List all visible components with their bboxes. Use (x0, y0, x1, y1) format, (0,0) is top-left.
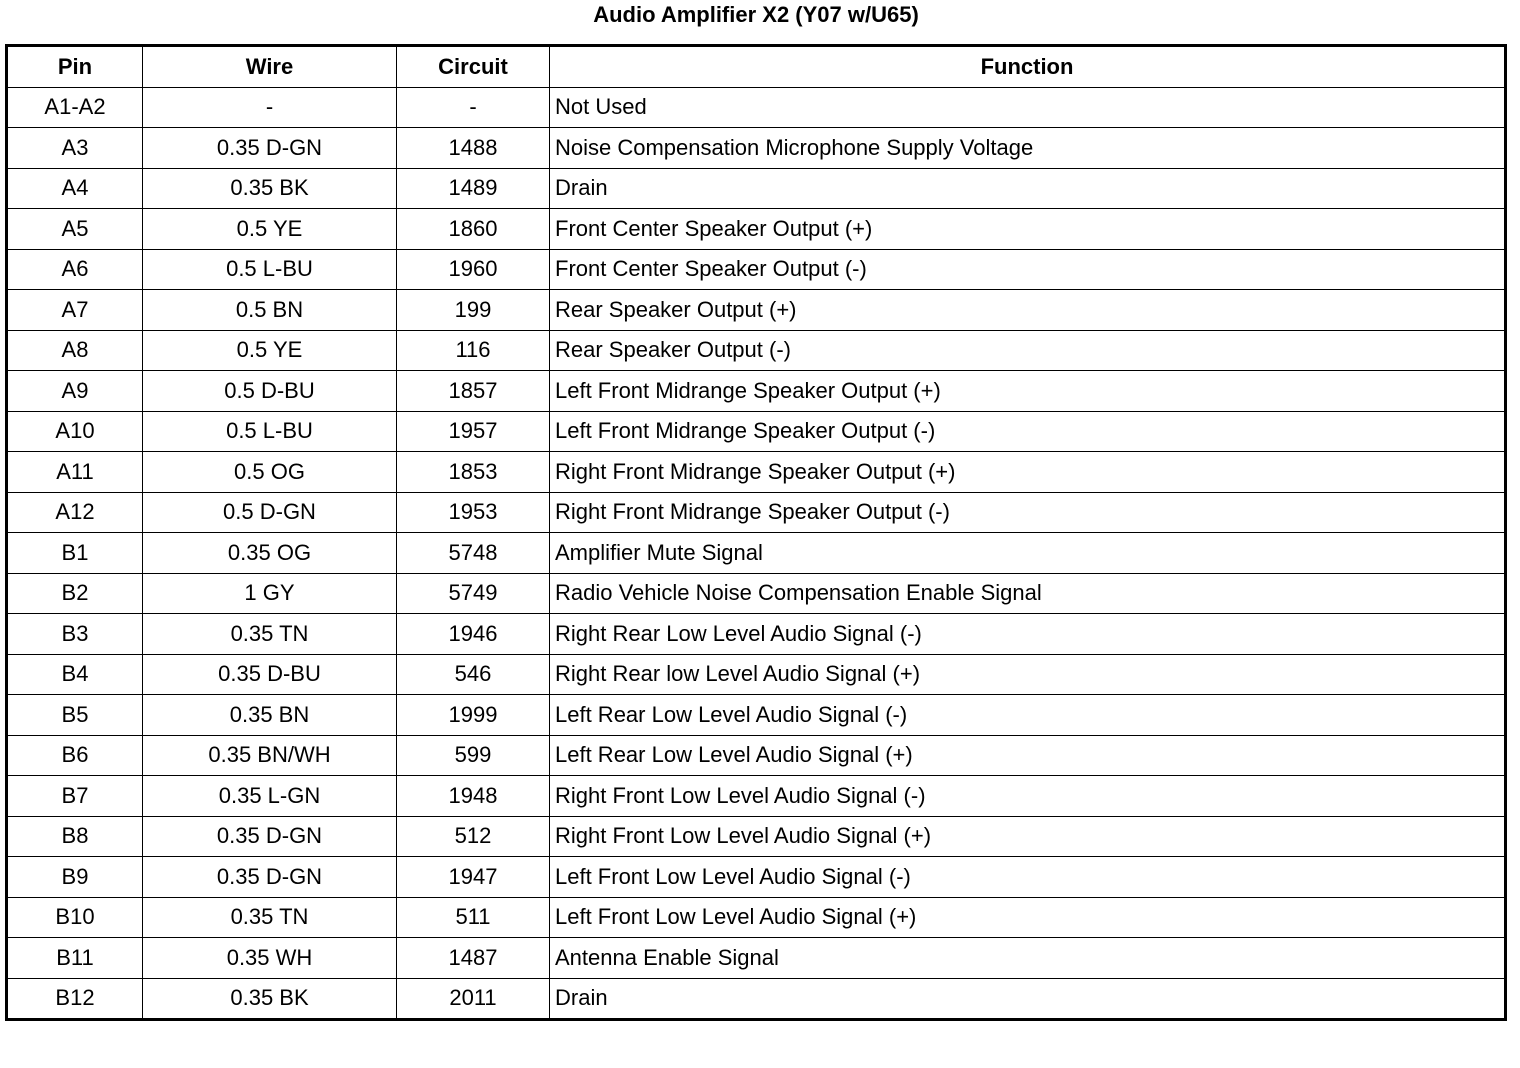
cell-circuit: 5748 (397, 533, 550, 574)
cell-wire: 0.5 OG (143, 452, 397, 493)
table-row (7, 816, 1506, 857)
cell-circuit: 1953 (397, 492, 550, 533)
header-function: Function (550, 46, 1506, 88)
cell-wire: - (143, 87, 397, 128)
cell-function: Front Center Speaker Output (-) (550, 249, 1506, 290)
cell-circuit: 1947 (397, 857, 550, 898)
cell-pin: A1-A2 (7, 87, 143, 128)
header-row (7, 46, 1506, 88)
cell-wire: 0.35 OG (143, 533, 397, 574)
table-row (7, 735, 1506, 776)
table-row (7, 897, 1506, 938)
cell-pin: B4 (7, 654, 143, 695)
pinout-table (5, 44, 1507, 1021)
cell-pin: A11 (7, 452, 143, 493)
table-row (7, 330, 1506, 371)
cell-wire: 0.35 D-BU (143, 654, 397, 695)
table-row (7, 87, 1506, 128)
cell-pin: B5 (7, 695, 143, 736)
cell-pin: B9 (7, 857, 143, 898)
table-row (7, 371, 1506, 412)
cell-circuit: 1948 (397, 776, 550, 817)
table-row (7, 290, 1506, 331)
table-row (7, 128, 1506, 169)
cell-circuit: 1488 (397, 128, 550, 169)
cell-function: Amplifier Mute Signal (550, 533, 1506, 574)
cell-function: Right Rear low Level Audio Signal (+) (550, 654, 1506, 695)
cell-function: Left Front Midrange Speaker Output (-) (550, 411, 1506, 452)
table-row (7, 209, 1506, 250)
cell-pin: B6 (7, 735, 143, 776)
table-row (7, 654, 1506, 695)
cell-circuit: 546 (397, 654, 550, 695)
table-row (7, 452, 1506, 493)
table-row (7, 776, 1506, 817)
cell-function: Left Front Low Level Audio Signal (+) (550, 897, 1506, 938)
cell-pin: A6 (7, 249, 143, 290)
cell-pin: B1 (7, 533, 143, 574)
cell-wire: 0.35 WH (143, 938, 397, 979)
cell-wire: 0.5 D-BU (143, 371, 397, 412)
table-row (7, 249, 1506, 290)
cell-wire: 0.35 D-GN (143, 816, 397, 857)
cell-wire: 0.35 BK (143, 168, 397, 209)
table-body (7, 87, 1506, 1020)
table-row (7, 938, 1506, 979)
cell-function: Drain (550, 168, 1506, 209)
cell-wire: 0.5 L-BU (143, 249, 397, 290)
table-row (7, 614, 1506, 655)
cell-pin: B2 (7, 573, 143, 614)
cell-circuit: 1999 (397, 695, 550, 736)
document-title: Audio Amplifier X2 (Y07 w/U65) (593, 2, 919, 27)
cell-circuit: 2011 (397, 978, 550, 1020)
table-header (7, 46, 1506, 88)
cell-function: Left Front Midrange Speaker Output (+) (550, 371, 1506, 412)
table-row (7, 492, 1506, 533)
cell-function: Rear Speaker Output (+) (550, 290, 1506, 331)
cell-function: Right Rear Low Level Audio Signal (-) (550, 614, 1506, 655)
table-row (7, 695, 1506, 736)
cell-function: Radio Vehicle Noise Compensation Enable Signal (550, 573, 1506, 614)
cell-function: Left Front Low Level Audio Signal (-) (550, 857, 1506, 898)
table-row (7, 533, 1506, 574)
table-row (7, 168, 1506, 209)
cell-pin: B8 (7, 816, 143, 857)
cell-circuit: 199 (397, 290, 550, 331)
cell-pin: B12 (7, 978, 143, 1020)
cell-wire: 0.35 TN (143, 614, 397, 655)
cell-pin: A3 (7, 128, 143, 169)
cell-pin: B7 (7, 776, 143, 817)
cell-circuit: 1860 (397, 209, 550, 250)
cell-function: Rear Speaker Output (-) (550, 330, 1506, 371)
cell-circuit: 599 (397, 735, 550, 776)
cell-pin: A10 (7, 411, 143, 452)
cell-circuit: 1487 (397, 938, 550, 979)
cell-circuit: 5749 (397, 573, 550, 614)
cell-function: Right Front Low Level Audio Signal (-) (550, 776, 1506, 817)
cell-pin: A7 (7, 290, 143, 331)
cell-wire: 0.35 BK (143, 978, 397, 1020)
cell-circuit: 512 (397, 816, 550, 857)
table-row (7, 857, 1506, 898)
cell-pin: B10 (7, 897, 143, 938)
cell-wire: 1 GY (143, 573, 397, 614)
cell-circuit: 1853 (397, 452, 550, 493)
header-wire: Wire (143, 46, 397, 88)
cell-function: Noise Compensation Microphone Supply Voltage (550, 128, 1506, 169)
cell-circuit: - (397, 87, 550, 128)
header-pin: Pin (7, 46, 143, 88)
cell-function: Right Front Low Level Audio Signal (+) (550, 816, 1506, 857)
cell-pin: B3 (7, 614, 143, 655)
cell-wire: 0.35 L-GN (143, 776, 397, 817)
cell-function: Left Rear Low Level Audio Signal (+) (550, 735, 1506, 776)
cell-function: Right Front Midrange Speaker Output (+) (550, 452, 1506, 493)
cell-circuit: 1857 (397, 371, 550, 412)
cell-function: Front Center Speaker Output (+) (550, 209, 1506, 250)
cell-circuit: 511 (397, 897, 550, 938)
cell-wire: 0.35 BN (143, 695, 397, 736)
cell-function: Drain (550, 978, 1506, 1020)
cell-pin: A8 (7, 330, 143, 371)
cell-wire: 0.35 D-GN (143, 857, 397, 898)
cell-pin: A4 (7, 168, 143, 209)
cell-pin: A9 (7, 371, 143, 412)
cell-circuit: 1960 (397, 249, 550, 290)
cell-circuit: 1489 (397, 168, 550, 209)
cell-circuit: 1946 (397, 614, 550, 655)
cell-wire: 0.35 BN/WH (143, 735, 397, 776)
cell-pin: A5 (7, 209, 143, 250)
cell-circuit: 1957 (397, 411, 550, 452)
table-row (7, 411, 1506, 452)
cell-wire: 0.5 BN (143, 290, 397, 331)
table-row (7, 573, 1506, 614)
table-row (7, 978, 1506, 1020)
cell-function: Not Used (550, 87, 1506, 128)
cell-function: Antenna Enable Signal (550, 938, 1506, 979)
cell-wire: 0.5 L-BU (143, 411, 397, 452)
cell-pin: A12 (7, 492, 143, 533)
cell-wire: 0.5 YE (143, 209, 397, 250)
cell-wire: 0.5 D-GN (143, 492, 397, 533)
header-circuit: Circuit (397, 46, 550, 88)
cell-pin: B11 (7, 938, 143, 979)
cell-wire: 0.5 YE (143, 330, 397, 371)
cell-wire: 0.35 TN (143, 897, 397, 938)
cell-wire: 0.35 D-GN (143, 128, 397, 169)
cell-function: Left Rear Low Level Audio Signal (-) (550, 695, 1506, 736)
cell-function: Right Front Midrange Speaker Output (-) (550, 492, 1506, 533)
cell-circuit: 116 (397, 330, 550, 371)
